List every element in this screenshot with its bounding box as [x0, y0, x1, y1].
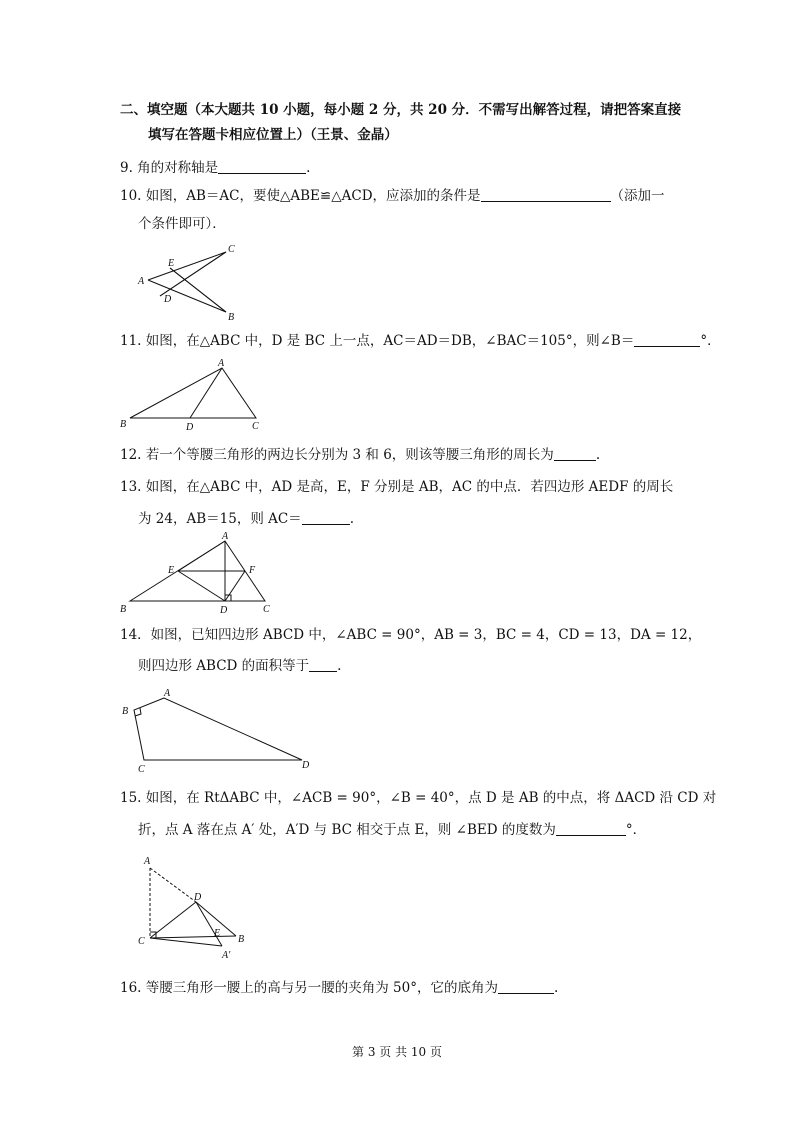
answer-blank	[218, 159, 306, 174]
label-b: B	[122, 706, 129, 717]
answer-blank	[302, 510, 350, 525]
label-d: D	[186, 422, 194, 433]
label-c: C	[138, 764, 145, 775]
figure-14	[116, 686, 316, 776]
label-a: A	[144, 856, 151, 867]
line-a-c-d	[148, 252, 226, 296]
segment-ed	[178, 571, 225, 601]
label-a: A	[222, 531, 229, 542]
question-10: 10. 如图，AB＝AC，要使△ABE≌△ACD，应添加的条件是 （添加一	[120, 188, 665, 204]
question-9: 9. 角的对称轴是 .	[120, 160, 311, 176]
label-f: F	[249, 565, 256, 576]
segment-cd	[150, 902, 196, 938]
question-14: 14．如图，已知四边形 ABCD 中，∠ABC = 90°，AB = 3，BC = 4，CD = 13，DA = 12，	[120, 627, 702, 643]
page-footer: 第 3 页 共 10 页	[352, 1045, 442, 1059]
answer-blank	[498, 979, 554, 994]
label-d: D	[194, 892, 202, 903]
question-14-cont: 则四边形 ABCD 的面积等于 .	[138, 658, 342, 674]
segment-ae-overlay	[178, 541, 225, 571]
label-b: B	[120, 604, 127, 615]
label-c: C	[252, 421, 259, 432]
answer-blank	[554, 446, 596, 461]
line-a-b-e	[148, 268, 226, 312]
label-b: B	[238, 934, 245, 945]
segment-eb	[170, 268, 226, 312]
section-heading-cont: 填写在答题卡相应位置上）（王景、金晶）	[148, 127, 398, 143]
question-12: 12. 若一个等腰三角形的两边长分别为 3 和 6，则该等腰三角形的周长为 .	[120, 447, 601, 463]
answer-blank	[634, 332, 700, 347]
figure-13	[116, 532, 280, 616]
label-e: E	[168, 565, 175, 576]
question-15-cont: 折，点 A 落在点 A′ 处，A′D 与 BC 相交于点 E，则 ∠BED 的度数为 °．	[138, 822, 647, 838]
label-b: B	[120, 419, 127, 430]
label-c: C	[138, 936, 145, 947]
figure-11	[116, 357, 276, 433]
label-b: B	[228, 312, 235, 323]
question-10-cont: 个条件即可）．	[138, 216, 226, 232]
label-a: A	[164, 688, 171, 699]
label-c: C	[263, 604, 270, 615]
section-heading: 二、填空题（本大题共 10 小题，每小题 2 分，共 20 分．不需写出解答过程，请把答案直接	[120, 102, 682, 118]
segment-fd	[225, 571, 245, 601]
answer-blank	[309, 657, 337, 672]
question-13-cont: 为 24，AB＝15，则 AC＝ .	[138, 511, 354, 527]
question-11: 11. 如图，在△ABC 中，D 是 BC 上一点，AC＝AD＝DB，∠BAC＝105°，则∠B＝ °．	[120, 333, 721, 349]
triangle-abc	[130, 368, 256, 418]
question-13: 13. 如图，在△ABC 中，AD 是高，E，F 分别是 AB，AC 的中点．若四边形 AEDF 的周长	[120, 479, 674, 495]
label-a-prime: A′	[222, 950, 231, 961]
label-d: D	[220, 605, 228, 616]
segment-cb	[150, 936, 236, 938]
label-d: D	[302, 760, 310, 771]
quadrilateral-abcd	[134, 698, 302, 760]
answer-blank	[481, 187, 611, 202]
question-16: 16. 等腰三角形一腰上的高与另一腰的夹角为 50°，它的底角为 .	[120, 980, 559, 996]
label-e: E	[214, 928, 221, 939]
segment-ad-dashed	[150, 868, 196, 902]
figure-15	[130, 848, 260, 964]
question-15: 15. 如图，在 RtΔABC 中，∠ACB = 90°，∠B = 40°，点 D 是 AB 的中点，将 ΔACD 沿 CD 对	[120, 790, 717, 806]
segment-ad	[190, 368, 222, 418]
answer-blank	[556, 821, 626, 836]
label-a: A	[218, 358, 225, 369]
label-e: E	[168, 258, 175, 269]
segment-da-prime	[196, 902, 222, 946]
segment-ca-prime	[150, 938, 222, 946]
label-a: A	[138, 276, 145, 287]
label-c: C	[228, 244, 235, 255]
label-d: D	[164, 294, 172, 305]
figure-10	[130, 240, 250, 324]
